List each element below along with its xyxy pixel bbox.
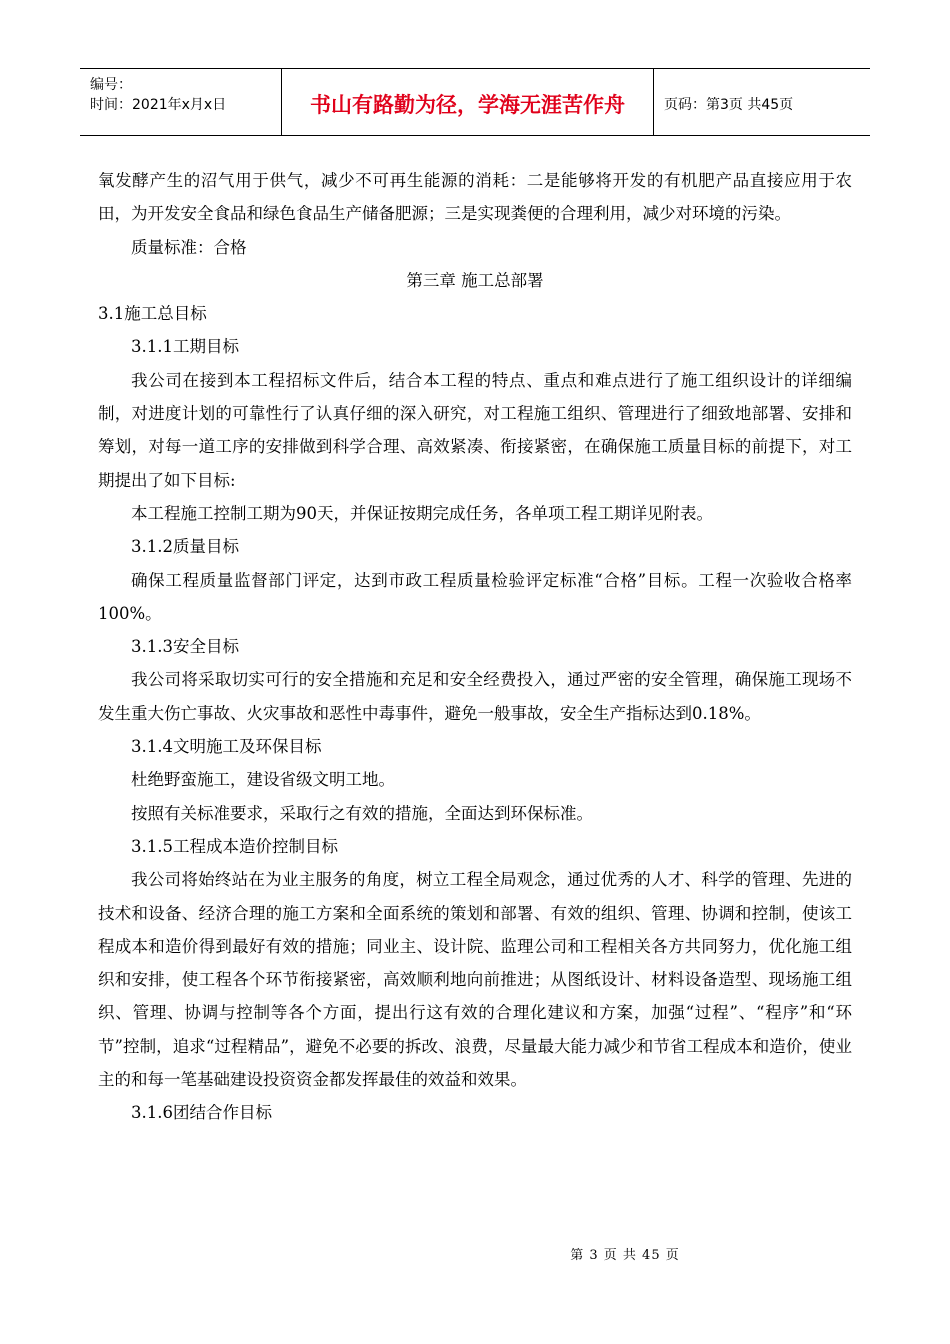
header-meta — [80, 69, 282, 135]
document-body — [98, 164, 852, 1130]
paragraph: 我公司在接到本工程招标文件后，结合本工程的特点、重点和难点进行了施工组织设计的详细编制，对进度计划的可靠性行了认真仔细的深入研究，对工程施工组织、管理进行了细致地部署、安排和筹划，对每一道工序的安排做到科学合理、高效紧凑、衔接紧密，在确保施工质量目标的前提下，对工期提出了如下目标: — [98, 370, 852, 490]
page-header — [80, 68, 870, 136]
subsection-heading: 3.1.1工期目标 — [131, 337, 239, 357]
subsection-heading: 3.1.4文明施工及环保目标 — [131, 737, 322, 757]
quality-standard: 质量标准：合格 — [131, 237, 247, 257]
paragraph: 本工程施工控制工期为90天，并保证按期完成任务，各单项工程工期详见附表。 — [131, 503, 713, 523]
paragraph: 杜绝野蛮施工，建设省级文明工地。 — [131, 770, 395, 790]
page-footer: 第 3 页 共 45 页 — [570, 1248, 680, 1263]
subsection-heading: 3.1.6团结合作目标 — [131, 1103, 272, 1123]
subsection-heading: 3.1.2质量目标 — [131, 537, 239, 557]
paragraph: 我公司将始终站在为业主服务的角度，树立工程全局观念，通过优秀的人才、科学的管理、先进的技术和设备、经济合理的施工方案和全面系统的策划和部署、有效的组织、管理、协调和控制，使该工程成本和造价得到最好有效的措施；同业主、设计院、监理公司和工程相关各方共同努力，优化施工组织和安排，使工程各个环节衔接紧密，高效顺利地向前推进；从图纸设计、材料设备造型、现场施工组织、管理、协调与控制等各个方面，提出行这有效的合理化建议和方案，加强“过程”、“程序”和“环节”控制，追求“过程精品”，避免不必要的拆改、浪费，尽量最大能力减少和节省工程成本和造价，使业主的和每一笔基础建设投资资金都发挥最佳的效益和效果。 — [98, 870, 852, 1090]
subsection-heading: 3.1.5工程成本造价控制目标 — [131, 836, 338, 856]
chapter-title: 第三章 施工总部署 — [406, 270, 544, 290]
header-page-info: 页码：第3页 共45页 — [664, 97, 794, 113]
document-number-label: 编号： — [90, 77, 132, 93]
paragraph: 氧发酵产生的沼气用于供气，减少不可再生能源的消耗：二是能够将开发的有机肥产品直接应用于农田，为开发安全食品和绿色食品生产储备肥源；三是实现粪便的合理利用，减少对环境的污染。 — [98, 171, 852, 224]
header-motto: 书山有路勤为径，学海无涯苦作舟 — [282, 69, 654, 135]
paragraph: 按照有关标准要求，采取行之有效的措施，全面达到环保标准。 — [131, 803, 593, 823]
paragraph: 确保工程质量监督部门评定，达到市政工程质量检验评定标准“合格”目标。工程一次验收合格率100%。 — [98, 570, 852, 623]
subsection-heading: 3.1.3安全目标 — [131, 637, 239, 657]
section-heading: 3.1施工总目标 — [98, 304, 207, 324]
document-date: 时间：2021年x月x日 — [90, 97, 227, 113]
paragraph: 我公司将采取切实可行的安全措施和充足和安全经费投入，通过严密的安全管理，确保施工现场不发生重大伤亡事故、火灾事故和恶性中毒事件，避免一般事故，安全生产指标达到0.18%。 — [98, 670, 852, 723]
